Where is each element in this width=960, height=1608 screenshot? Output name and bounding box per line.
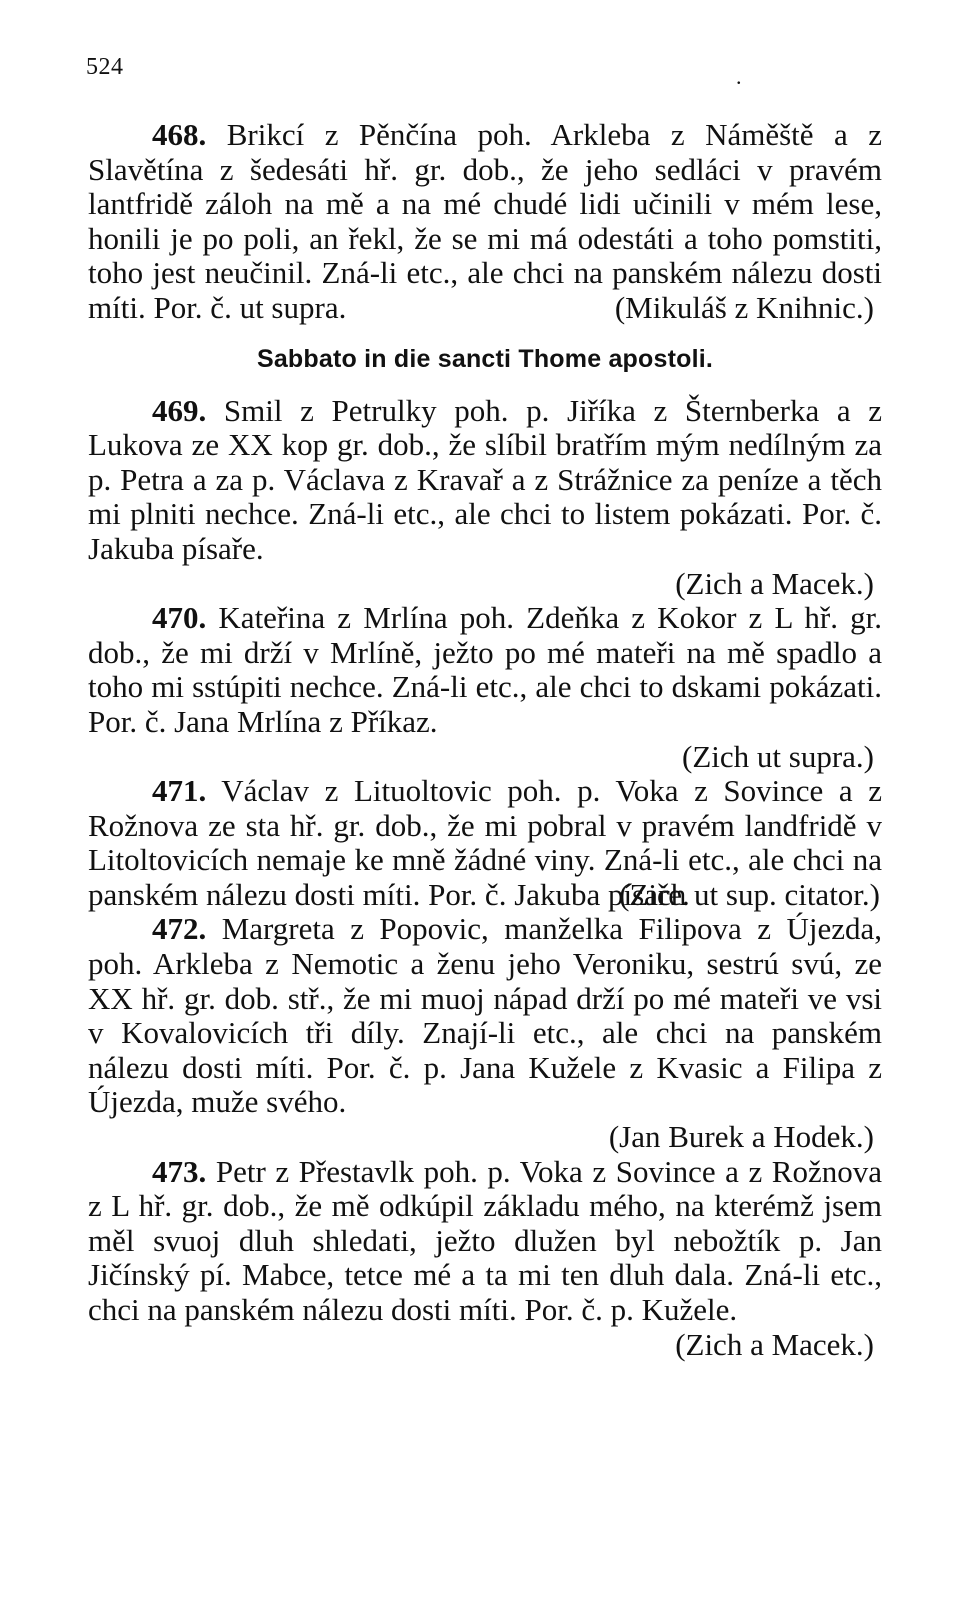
entry-473 [88, 1155, 882, 1328]
entry-text: Kateřina z Mrlína poh. Zdeňka z Kokor z L hř. gr. dob., že mi drží v Mrlíně, ježto po mé mateři na mě spadlo a toho mi sstúpiti nechce. Zná-li etc., ale chci to dskami pokázati. Por. č. Jana Mrlína z Příkaz. [88, 600, 882, 739]
entry-text: Václav z Lituoltovic poh. p. Voka z Sovince a z Rožnova ze sta hř. gr. dob., že mi pobral v pravém landfridě v Litoltovicích nemaje ke mně žádné viny. Zná-li etc., ale chci na panském nálezu dosti míti. Por. č. Jakuba písaře. [88, 773, 882, 912]
entry-signature: (Zich ut supra.) [682, 738, 874, 774]
entry-number: 469. [152, 392, 207, 428]
stray-mark: . [736, 64, 742, 89]
entry-text: Brikcí z Pěnčína poh. Arkleba z Náměště a z Slavětína z šedesáti hř. gr. dob., že jeho sedláci v pravém lantfridě záloh na mě a na mé chudé lidi učinili v mém lese, honili je po poli, an řekl, že se mi má odestáti a toho pomstiti, toho jest neučinil. Zná-li etc., ale chci na panském nálezu dosti míti. Por. č. ut supra. [88, 117, 883, 325]
entry-number: 470. [152, 600, 207, 636]
entry-472 [88, 912, 882, 1120]
entry-number: 473. [152, 1153, 207, 1189]
entry-number: 468. [152, 117, 207, 152]
entry-469 [88, 394, 882, 567]
entry-signature: (Mikuláš z Knihnic.) [614, 289, 874, 325]
entry-signature: (Zich a Macek.) [675, 565, 874, 601]
entry-text: Margreta z Popovic, manželka Filipova z Újezda, poh. Arkleba z Nemotic a ženu jeho Veroniku, sestrú svú, ze XX hř. gr. dob. stř., že mi muoj nápad drží po mé mateři ve vsi v Kovalovicích tři díly. Znají-li etc., ale chci na panském nálezu dosti míti. Por. č. p. Jana Kužele z Kvasic a Filipa z Újezda, muže svého. [88, 911, 883, 1120]
entry-text: Smil z Petrulky poh. p. Jiříka z Šternberka a z Lukova ze XX kop gr. dob., že slíbil bratřím mým nedílným za p. Petra a za p. Václava z Kravař a z Strážnice za peníze a těch mi plniti nechce. Zná-li etc., ale chci to listem pokázati. Por. č. Jakuba písaře. [88, 392, 883, 566]
entry-signature: (Zich a Macek.) [675, 1326, 874, 1362]
section-heading: Sabbato in die sancti Thome apostoli. [256, 344, 714, 373]
entry-470 [88, 601, 882, 739]
entry-signature: (Jan Burek a Hodek.) [608, 1119, 874, 1155]
entry-signature: (Zich ut sup. citator.) [619, 876, 880, 912]
page-number: 524 [86, 54, 124, 80]
page-body [88, 118, 882, 1362]
entry-number: 472. [152, 911, 207, 947]
entry-text: Petr z Přestavlk poh. p. Voka z Sovince a z Rožnova z L hř. gr. dob., že mě odkúpil základu mého, na kterémž jsem měl svuoj dluh shledati, ježto dlužen byl nebožtík p. Jan Jičínský pí. Mabce, tetce mé a ta mi ten dluh dala. Zná-li etc., chci na panském nálezu dosti míti. Por. č. p. Kužele. [88, 1153, 882, 1327]
entry-number: 471. [152, 773, 207, 809]
